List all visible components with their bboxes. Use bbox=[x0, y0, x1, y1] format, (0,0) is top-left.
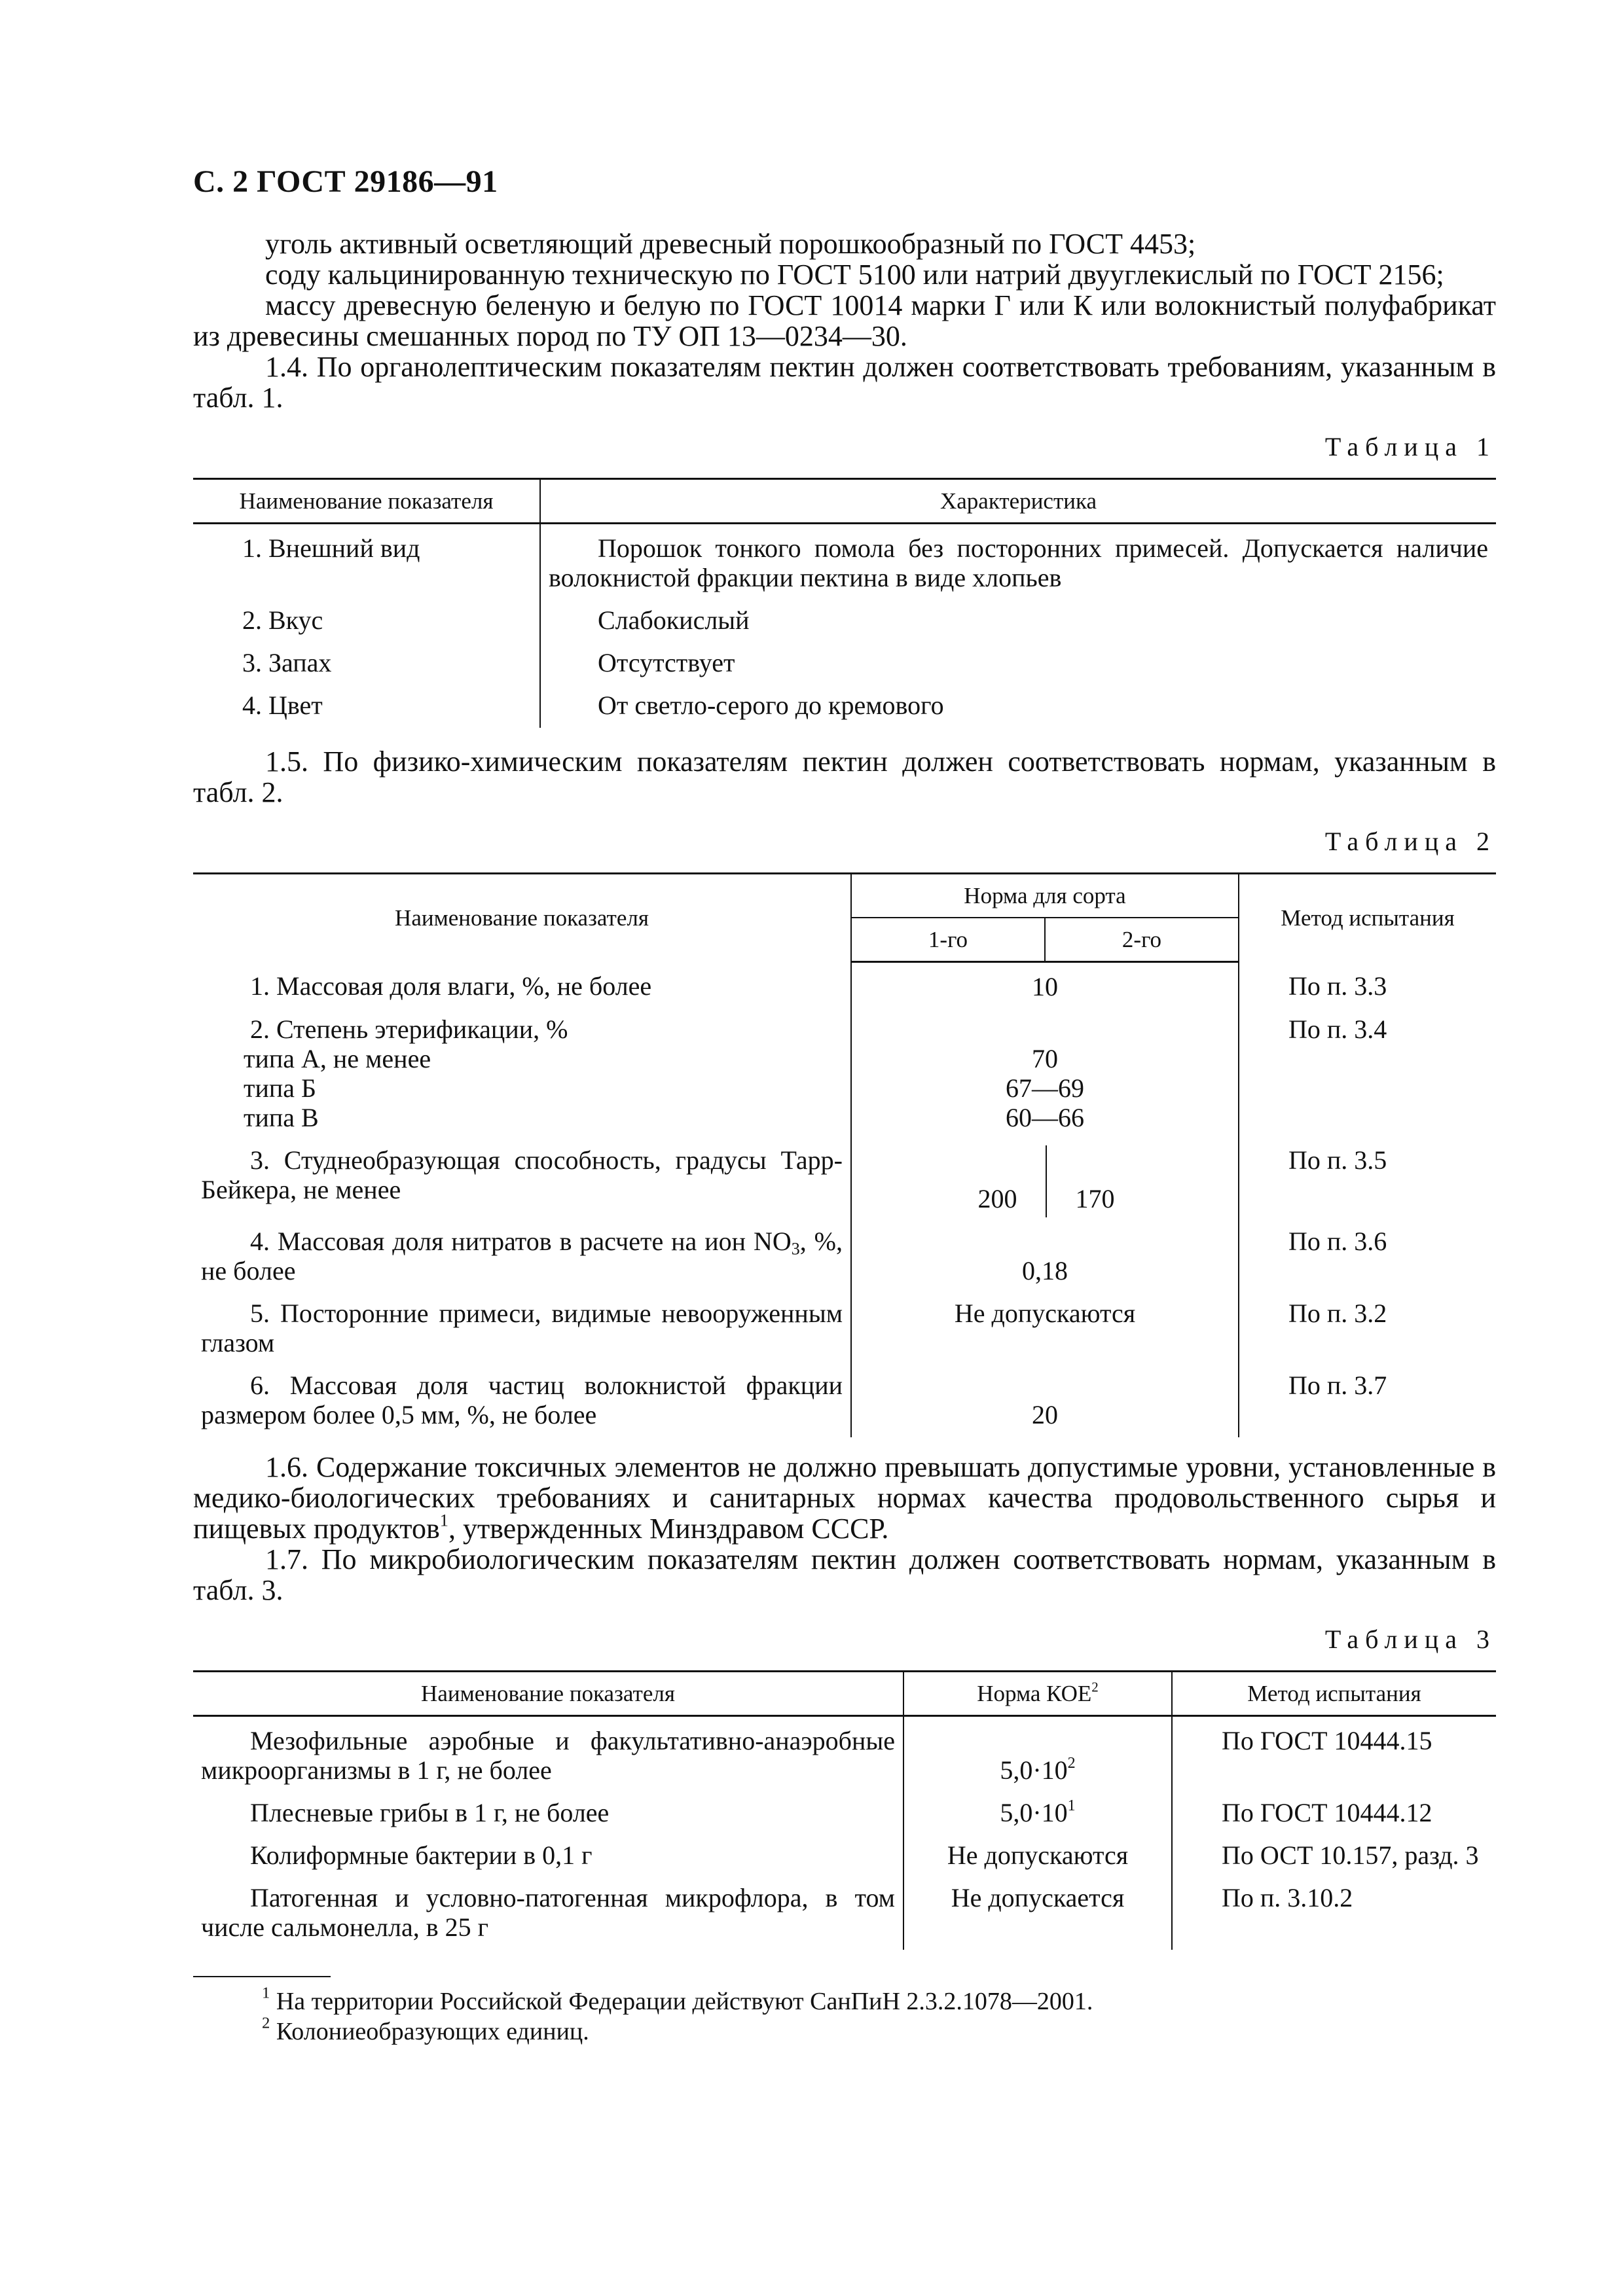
table-cell: Не допускается bbox=[903, 1878, 1172, 1950]
table2-header-norm: Норма для сорта bbox=[851, 874, 1239, 918]
table-cell bbox=[193, 1221, 851, 1293]
table-cell: По п. 3.4 bbox=[1239, 1009, 1496, 1140]
paragraph-1-4: 1.4. По органолептическим показателям пектин должен соответствовать требованиям, указанным в табл. 1. bbox=[193, 351, 1496, 414]
table-cell: 3. Запах bbox=[242, 648, 332, 677]
table-row bbox=[193, 1293, 1496, 1365]
table2-header-method: Метод испытания bbox=[1239, 874, 1496, 962]
table3-header-name: Наименование показателя bbox=[193, 1672, 903, 1716]
table-cell: По п. 3.10.2 bbox=[1172, 1878, 1496, 1950]
table-cell: По п. 3.3 bbox=[1239, 962, 1496, 1010]
table-cell: От светло-серого до кремового bbox=[540, 685, 1496, 728]
table2-header-grade2: 2-го bbox=[1045, 918, 1239, 962]
table2-caption: Таблица 2 bbox=[1324, 827, 1496, 856]
table-cell: По ГОСТ 10444.12 bbox=[1172, 1793, 1496, 1835]
header-text: Норма КОЕ bbox=[977, 1681, 1092, 1706]
paragraph-1-6-text-end: , утвержденных Минздравом СССР. bbox=[448, 1513, 889, 1545]
table-row bbox=[193, 643, 1496, 685]
table-cell: Отсутствует bbox=[540, 643, 1496, 685]
footnote-text: На территории Российской Федерации действуют СанПиН 2.3.2.1078—2001. bbox=[276, 1988, 1093, 2015]
table-cell: Патогенная и условно-патогенная микрофлора, в том числе сальмонелла, в 25 г bbox=[201, 1883, 895, 1942]
table1-caption: Таблица 1 bbox=[1324, 432, 1496, 461]
table-physicochemical bbox=[193, 872, 1496, 1437]
table-organoleptic bbox=[193, 478, 1496, 728]
table-cell bbox=[903, 1793, 1172, 1835]
paragraph-1-6 bbox=[193, 1452, 1496, 1544]
table-row bbox=[193, 1793, 1496, 1835]
norm-exponent: 2 bbox=[1067, 1755, 1076, 1772]
table-row bbox=[193, 1365, 1496, 1437]
table-cell: Не допускаются bbox=[851, 1293, 1239, 1365]
footnote-1 bbox=[193, 1986, 1496, 2017]
table-cell: 10 bbox=[851, 962, 1239, 1010]
table1-header-characteristic: Характеристика bbox=[540, 479, 1496, 524]
grade1-value: 200 bbox=[977, 1184, 1017, 1213]
table-cell bbox=[851, 1009, 1239, 1140]
table-cell bbox=[949, 1140, 1143, 1221]
footnote-mark: 1 bbox=[262, 1984, 270, 2002]
sub-label-b: типа Б bbox=[244, 1073, 317, 1103]
spacer-cell bbox=[1143, 1140, 1239, 1221]
paragraph-1-6-text: 1.6. Содержание токсичных элементов не должно превышать допустимые уровни, установленные в медико-биологических требованиях и санитарных нормах качества продовольственного сырья и пищевых продуктов bbox=[193, 1451, 1496, 1545]
table3-header-norm bbox=[903, 1672, 1172, 1716]
table-cell: 5. Посторонние примеси, видимые невооруженным глазом bbox=[201, 1299, 843, 1357]
row-label-subscript: 3 bbox=[791, 1239, 800, 1259]
table-cell: По п. 3.7 bbox=[1239, 1365, 1496, 1437]
table-cell: По п. 3.5 bbox=[1239, 1140, 1496, 1221]
spacer-cell bbox=[851, 1140, 949, 1221]
value-b: 67—69 bbox=[1006, 1073, 1084, 1103]
norm-exponent: 1 bbox=[1067, 1797, 1076, 1815]
table-row bbox=[193, 600, 1496, 643]
table-cell: Не допускаются bbox=[903, 1835, 1172, 1878]
footnote-text: Колониеобразующих единиц. bbox=[276, 2018, 589, 2045]
table-cell: 1. Массовая доля влаги, %, не более bbox=[250, 971, 652, 1001]
table-cell bbox=[851, 1365, 1239, 1437]
table1-header-name: Наименование показателя bbox=[193, 479, 540, 524]
paragraph-block bbox=[193, 1452, 1496, 1605]
table-cell: Колиформные бактерии в 0,1 г bbox=[250, 1840, 593, 1870]
table-row bbox=[193, 1835, 1496, 1878]
row-label: 2. Степень этерификации, % bbox=[250, 1014, 568, 1044]
intro-line-1: уголь активный осветляющий древесный порошкообразный по ГОСТ 4453; bbox=[265, 228, 1196, 260]
table-cell: Слабокислый bbox=[540, 600, 1496, 643]
value-c: 60—66 bbox=[1006, 1103, 1084, 1132]
table-microbiological bbox=[193, 1670, 1496, 1950]
table-row bbox=[193, 1878, 1496, 1950]
grade2-value: 170 bbox=[1075, 1184, 1115, 1213]
footnote-ref-2: 2 bbox=[1091, 1679, 1099, 1695]
table-row bbox=[193, 685, 1496, 728]
intro-text bbox=[193, 228, 1496, 413]
footnote-ref-1: 1 bbox=[439, 1510, 448, 1530]
cell-value: 0,18 bbox=[1022, 1256, 1068, 1285]
table-row bbox=[193, 1140, 1496, 1221]
footnote-divider bbox=[193, 1976, 331, 1977]
paragraph-1-7: 1.7. По микробиологическим показателям пектин должен соответствовать нормам, указанным в табл. 3. bbox=[193, 1543, 1496, 1606]
footnote-2 bbox=[193, 2014, 1496, 2047]
value-a: 70 bbox=[1032, 1044, 1058, 1073]
table-cell: По п. 3.6 bbox=[1239, 1221, 1496, 1293]
table3-header-method: Метод испытания bbox=[1172, 1672, 1496, 1716]
table-cell bbox=[851, 1221, 1239, 1293]
table-cell bbox=[193, 1009, 851, 1140]
paragraph-block bbox=[193, 746, 1496, 808]
row-label-part: 4. Массовая доля нитратов в расчете на ион NO bbox=[250, 1227, 792, 1256]
sub-label-a: типа А, не менее bbox=[244, 1044, 431, 1073]
row-label-part: , %, не более bbox=[201, 1227, 843, 1285]
table-cell: По п. 3.2 bbox=[1239, 1293, 1496, 1365]
table-cell: По ОСТ 10.157, разд. 3 bbox=[1172, 1835, 1496, 1878]
table-row bbox=[193, 1009, 1496, 1140]
table-cell: По ГОСТ 10444.15 bbox=[1172, 1716, 1496, 1793]
intro-line-2: соду кальцинированную техническую по ГОСТ 5100 или натрий двууглекислый по ГОСТ 2156; bbox=[265, 259, 1444, 291]
table-cell: Мезофильные аэробные и факультативно-анаэробные микроорганизмы в 1 г, не более bbox=[201, 1726, 895, 1785]
table-cell: 3. Студнеобразующая способность, градусы Тарр-Бейкера, не менее bbox=[201, 1145, 843, 1204]
table-row bbox=[193, 524, 1496, 601]
norm-base: 5,0·10 bbox=[1000, 1798, 1068, 1827]
table-cell: 1. Внешний вид bbox=[242, 533, 420, 563]
sub-label-c: типа В bbox=[244, 1103, 319, 1132]
table-cell bbox=[903, 1716, 1172, 1793]
table2-header-name: Наименование показателя bbox=[193, 874, 851, 962]
table-cell: 4. Цвет bbox=[242, 691, 323, 720]
table-cell: Порошок тонкого помола без посторонних примесей. Допускается наличие волокнистой фракции пектина в виде хлопьев bbox=[540, 524, 1496, 601]
table-cell: 2. Вкус bbox=[242, 605, 323, 635]
table-cell: Плесневые грибы в 1 г, не более bbox=[250, 1798, 610, 1827]
intro-line-3: массу древесную беленую и белую по ГОСТ 10014 марки Г или К или волокнистый полуфабрикат из древесины смешанных пород по ТУ ОП 13—0234—30. bbox=[193, 289, 1496, 352]
page-header: С. 2 ГОСТ 29186—91 bbox=[193, 164, 498, 199]
cell-value: 20 bbox=[1032, 1400, 1058, 1429]
table-row bbox=[193, 962, 1496, 1010]
table3-caption: Таблица 3 bbox=[1324, 1624, 1496, 1654]
document-page bbox=[193, 164, 1496, 2047]
norm-base: 5,0·10 bbox=[1000, 1755, 1068, 1785]
paragraph-1-5: 1.5. По физико-химическим показателям пектин должен соответствовать нормам, указанным в табл. 2. bbox=[193, 745, 1496, 808]
footnote-mark: 2 bbox=[262, 2014, 270, 2032]
table-row bbox=[193, 1716, 1496, 1793]
table-cell: 6. Массовая доля частиц волокнистой фракции размером более 0,5 мм, %, не более bbox=[201, 1371, 843, 1429]
table-row bbox=[193, 1221, 1496, 1293]
table2-header-grade1: 1-го bbox=[851, 918, 1045, 962]
